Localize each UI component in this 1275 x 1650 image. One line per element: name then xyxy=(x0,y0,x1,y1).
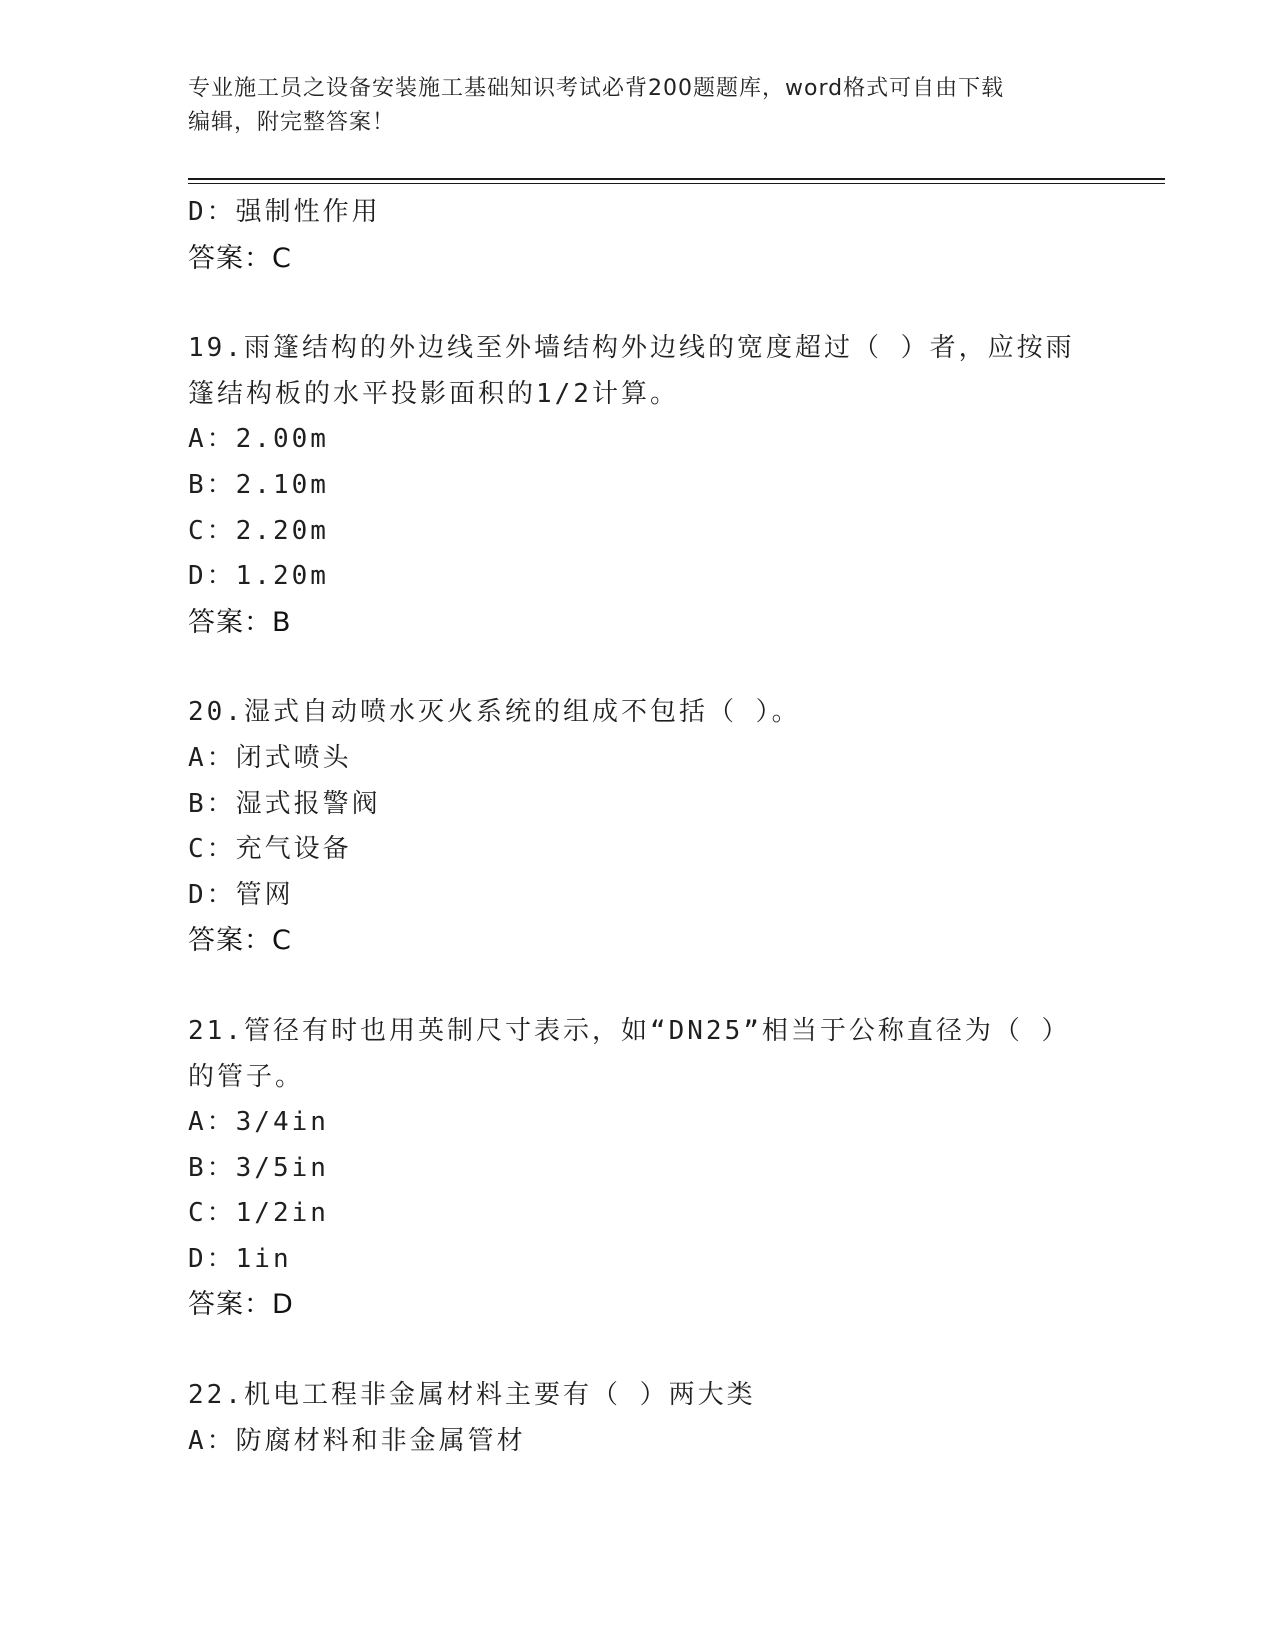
question-text-line-1: 19.雨篷结构的外边线至外墙结构外边线的宽度超过（ ）者，应按雨 xyxy=(188,333,1075,364)
option-b: B：3/5in xyxy=(188,1152,329,1183)
answer-value: B xyxy=(272,606,292,638)
header-divider-thick xyxy=(188,178,1165,180)
header-title-line-2: 编辑，附完整答案！ xyxy=(188,110,396,135)
option-b: B：2.10m xyxy=(188,469,329,500)
question-text-line-2: 的管子。 xyxy=(188,1061,305,1092)
question-20 xyxy=(188,690,1088,964)
option-a: A：2.00m xyxy=(188,424,329,455)
answer-label: 答案： xyxy=(188,606,272,638)
option-a: A：防腐材料和非金属管材 xyxy=(188,1425,526,1456)
question-19 xyxy=(188,326,1088,645)
answer-line xyxy=(188,236,1088,282)
option-d: D：管网 xyxy=(188,879,294,910)
answer-line xyxy=(188,1282,1088,1328)
answer-label: 答案： xyxy=(188,242,272,274)
option-d: D：1.20m xyxy=(188,561,329,592)
header-title-line-1: 专业施工员之设备安装施工基础知识考试必背200题题库，word格式可自由下载 xyxy=(188,76,1005,101)
question-22 xyxy=(188,1373,1088,1464)
question-text-line-1: 21.管径有时也用英制尺寸表示，如“DN25”相当于公称直径为（ ） xyxy=(188,1015,1071,1046)
answer-label: 答案： xyxy=(188,925,272,957)
option-c: C：2.20m xyxy=(188,515,329,546)
option-c: C：充气设备 xyxy=(188,834,352,865)
question-text-line-1: 20.湿式自动喷水灭火系统的组成不包括（ ）。 xyxy=(188,697,801,728)
option-b: B：湿式报警阀 xyxy=(188,788,381,819)
option-c: C：1/2in xyxy=(188,1198,329,1229)
question-21 xyxy=(188,1009,1088,1328)
option-a: A：闭式喷头 xyxy=(188,742,352,773)
question-list xyxy=(188,190,1088,1464)
header-divider-thin xyxy=(188,183,1165,184)
answer-label: 答案： xyxy=(188,1289,272,1321)
answer-line xyxy=(188,918,1088,964)
option-d: D：1in xyxy=(188,1243,292,1274)
option-a: A：3/4in xyxy=(188,1107,329,1138)
question-text-line-1: 22.机电工程非金属材料主要有（ ）两大类 xyxy=(188,1380,756,1411)
previous-question-tail xyxy=(188,190,1088,281)
answer-value: C xyxy=(272,242,292,274)
answer-line xyxy=(188,600,1088,646)
question-text-line-2: 篷结构板的水平投影面积的1/2计算。 xyxy=(188,378,679,409)
document-header xyxy=(188,72,1088,140)
option-d: D：强制性作用 xyxy=(188,197,381,227)
answer-value: D xyxy=(272,1289,294,1321)
answer-value: C xyxy=(272,925,292,957)
